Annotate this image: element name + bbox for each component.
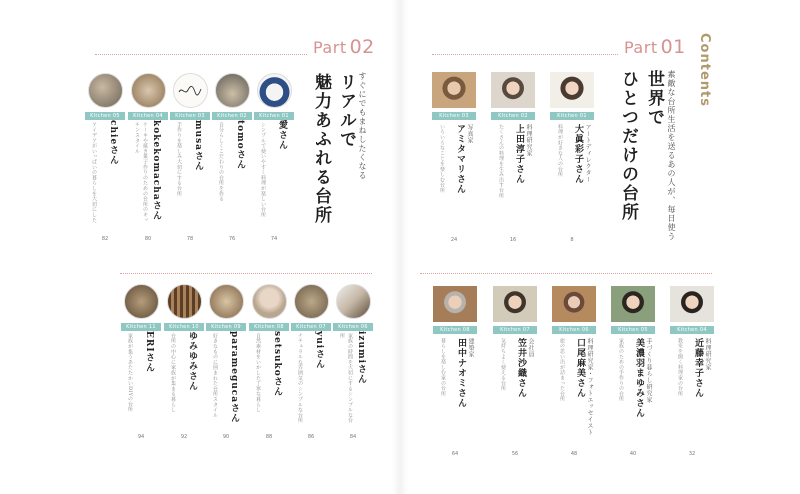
- page-number: 40: [629, 451, 637, 457]
- page-number: 92: [180, 434, 188, 440]
- kitchen-desc: 気持ちよく使える台所: [500, 338, 506, 391]
- person-role: 料理研究家・フォトエッセイスト: [586, 338, 593, 436]
- part01-label: Part: [624, 38, 658, 57]
- person-role: アートディレクター: [584, 124, 591, 183]
- handwriting-logo-icon: [177, 84, 203, 98]
- kitchen-tag: Kitchen 07: [493, 326, 537, 334]
- kitchen-desc: アイデアがいっぱいの暮らしを大切にした: [91, 122, 97, 223]
- kitchen-name: tomoさん: [235, 120, 245, 170]
- part02-divider-left: [95, 54, 307, 55]
- kitchen-tag: Kitchen 11: [121, 323, 161, 331]
- kitchen-desc: 暮らしを楽しむ家の台所: [440, 338, 446, 397]
- list-item[interactable]: [254, 73, 294, 242]
- kitchen-tag: Kitchen 02: [491, 112, 535, 120]
- kitchen-tag: Kitchen 02: [212, 112, 252, 120]
- kitchen-name: 美濃羽まゆみさん: [634, 338, 644, 418]
- kitchen-desc: 家族のための手作りの台所: [618, 338, 624, 402]
- person-photo-icon: [670, 286, 714, 322]
- page-number: 8: [570, 237, 574, 243]
- kitchen-desc: ケーキや焼き菓子作りのための台所のキッチンスタイル: [134, 122, 148, 223]
- kitchen-name: kokekomachaさん: [151, 120, 161, 221]
- person-photo-icon: [433, 286, 477, 322]
- kitchen-photo-icon: [336, 284, 371, 319]
- person-photo-icon: [432, 72, 476, 108]
- list-item[interactable]: [611, 286, 655, 457]
- kitchen-desc: 旅の思い出が詰まった台所: [559, 338, 565, 402]
- kitchen-name: chieさん: [108, 120, 118, 166]
- kitchen-name: ERIさん: [144, 331, 154, 373]
- part02-heading: [313, 36, 375, 58]
- kitchen-desc: 台所の中心に家族が集まる暮らし: [170, 333, 176, 413]
- person-photo-icon: [491, 72, 535, 108]
- kitchen-name: yuiさん: [314, 331, 324, 370]
- kitchen-tag: Kitchen 05: [611, 326, 655, 334]
- part01-subtitle: 素敵な台所生活を送るあの人が、毎日使う: [667, 70, 676, 241]
- right-bottom-divider: [420, 273, 712, 274]
- page-number: 74: [270, 236, 278, 242]
- kitchen-desc: いろいろなことを楽しむ台所: [439, 124, 445, 193]
- page-number: 76: [228, 236, 236, 242]
- kitchen-tag: Kitchen 10: [164, 323, 204, 331]
- kitchen-tag: Kitchen 06: [333, 323, 373, 331]
- list-item[interactable]: [432, 72, 476, 243]
- list-item[interactable]: [206, 284, 246, 440]
- kitchen-tag: Kitchen 08: [249, 323, 289, 331]
- kitchen-name: musaさん: [193, 120, 203, 171]
- person-role: 手づくり暮らし研究家: [645, 338, 652, 403]
- list-item[interactable]: [121, 284, 161, 440]
- kitchen-desc: 教室を開く料理家の台所: [677, 338, 683, 397]
- list-item[interactable]: [333, 284, 373, 440]
- kitchen-name: 田中ナオミさん: [456, 338, 466, 408]
- kitchen-photo-icon: [88, 73, 123, 108]
- list-item[interactable]: [552, 286, 596, 457]
- list-item[interactable]: [491, 72, 535, 243]
- kitchen-name: 笠井沙織さん: [516, 338, 526, 398]
- kitchen-tag: Kitchen 09: [206, 323, 246, 331]
- kitchen-desc: 手作りを楽しみ大切にする台所: [176, 122, 182, 197]
- person-photo-icon: [550, 72, 594, 108]
- kitchen-name: 愛さん: [277, 120, 287, 150]
- list-item[interactable]: [493, 286, 537, 457]
- list-item[interactable]: [291, 284, 331, 440]
- kitchen-tag: Kitchen 06: [552, 326, 596, 334]
- kitchen-name: izumiさん: [356, 331, 366, 385]
- list-item[interactable]: [128, 73, 168, 242]
- kitchen-name: 口尾麻美さん: [575, 338, 585, 398]
- kitchen-photo-icon: [167, 284, 202, 319]
- page-number: 82: [101, 236, 109, 242]
- person-photo-icon: [552, 286, 596, 322]
- list-item[interactable]: [550, 72, 594, 243]
- list-item[interactable]: [170, 73, 210, 242]
- part02-number: 02: [349, 36, 375, 58]
- kitchen-name: paramegucaさん: [229, 331, 239, 424]
- kitchen-desc: 自分らしくこだわりの台所を作る: [218, 122, 224, 202]
- kitchen-name: ゆみゆみさん: [187, 331, 197, 391]
- kitchen-tag: Kitchen 05: [85, 112, 125, 120]
- person-role: 料理研究家: [525, 124, 532, 157]
- person-role: 写真家: [466, 124, 473, 144]
- part01-divider-left: [432, 54, 618, 55]
- kitchen-desc: たくさんの料理を生み出す台所: [498, 124, 504, 199]
- list-item[interactable]: [433, 286, 477, 457]
- part02-title-line1: リアルで: [336, 73, 356, 149]
- kitchen-desc: 自然素材をいかした丁寧な暮らし: [255, 333, 261, 413]
- kitchen-name: setsukoさん: [272, 331, 282, 397]
- kitchen-photo-icon: [209, 284, 244, 319]
- page-number: 64: [451, 451, 459, 457]
- list-item[interactable]: [164, 284, 204, 440]
- person-role: 建築家: [467, 338, 474, 358]
- kitchen-photo-icon: [294, 284, 329, 319]
- part02-subtitle: すぐにでもまねしたくなる: [358, 72, 367, 180]
- kitchen-tag: Kitchen 04: [128, 112, 168, 120]
- kitchen-tag: Kitchen 03: [170, 112, 210, 120]
- part01-title-line2: ひとつだけの台所: [618, 70, 638, 222]
- part01-heading: [624, 36, 686, 58]
- page-number: 48: [570, 451, 578, 457]
- page-number: 94: [137, 434, 145, 440]
- kitchen-photo-icon: [173, 73, 208, 108]
- kitchen-name: 上田淳子さん: [514, 124, 524, 184]
- kitchen-desc: 家族の時間を大切にするシンプルな台所: [339, 333, 353, 424]
- list-item[interactable]: [249, 284, 289, 440]
- page-number: 90: [222, 434, 230, 440]
- kitchen-photo-icon: [131, 73, 166, 108]
- kitchen-desc: 家族が集うあたたかいDIYの台所: [127, 333, 133, 413]
- kitchen-photo-icon: [252, 284, 287, 319]
- part02-label: Part: [313, 38, 347, 57]
- list-item[interactable]: [85, 73, 125, 242]
- page-number: 16: [509, 237, 517, 243]
- person-role: 料理研究家: [704, 338, 711, 371]
- kitchen-tag: Kitchen 01: [254, 112, 294, 120]
- left-bottom-divider: [120, 273, 372, 274]
- kitchen-name: 大眞彩子さん: [573, 124, 583, 184]
- kitchen-tag: Kitchen 03: [432, 112, 476, 120]
- part01-number: 01: [660, 36, 686, 58]
- contents-label: Contents: [697, 33, 712, 107]
- part02-title-line2: 魅力あふれる台所: [311, 73, 331, 225]
- kitchen-name: 近藤幸子さん: [693, 338, 703, 398]
- page-number: 78: [186, 236, 194, 242]
- book-gutter: [392, 0, 408, 494]
- page-number: 32: [688, 451, 696, 457]
- page-number: 24: [450, 237, 458, 243]
- kitchen-desc: ナチュラルな雰囲気のシンプルな台所: [297, 333, 303, 424]
- kitchen-tag: Kitchen 07: [291, 323, 331, 331]
- person-role: 会社員: [527, 338, 534, 358]
- person-photo-icon: [611, 286, 655, 322]
- kitchen-desc: シンプルで使いやすく料理が楽しい台所: [260, 122, 266, 218]
- kitchen-tag: Kitchen 08: [433, 326, 477, 334]
- kitchen-photo-icon: [215, 73, 250, 108]
- page-number: 84: [349, 434, 357, 440]
- kitchen-tag: Kitchen 01: [550, 112, 594, 120]
- kitchen-desc: 料理が好きな人の台所: [557, 124, 563, 177]
- person-photo-icon: [493, 286, 537, 322]
- list-item[interactable]: [670, 286, 714, 457]
- kitchen-photo-icon: [257, 73, 292, 108]
- page-number: 56: [511, 451, 519, 457]
- kitchen-desc: 好きなものに囲まれた台所スタイル: [212, 333, 218, 418]
- page-number: 88: [265, 434, 273, 440]
- page-number: 80: [144, 236, 152, 242]
- kitchen-name: アミタマリさん: [455, 124, 465, 194]
- kitchen-photo-icon: [124, 284, 159, 319]
- list-item[interactable]: [212, 73, 252, 242]
- page-number: 86: [307, 434, 315, 440]
- part01-title-line1: 世界で: [644, 70, 664, 127]
- kitchen-tag: Kitchen 04: [670, 326, 714, 334]
